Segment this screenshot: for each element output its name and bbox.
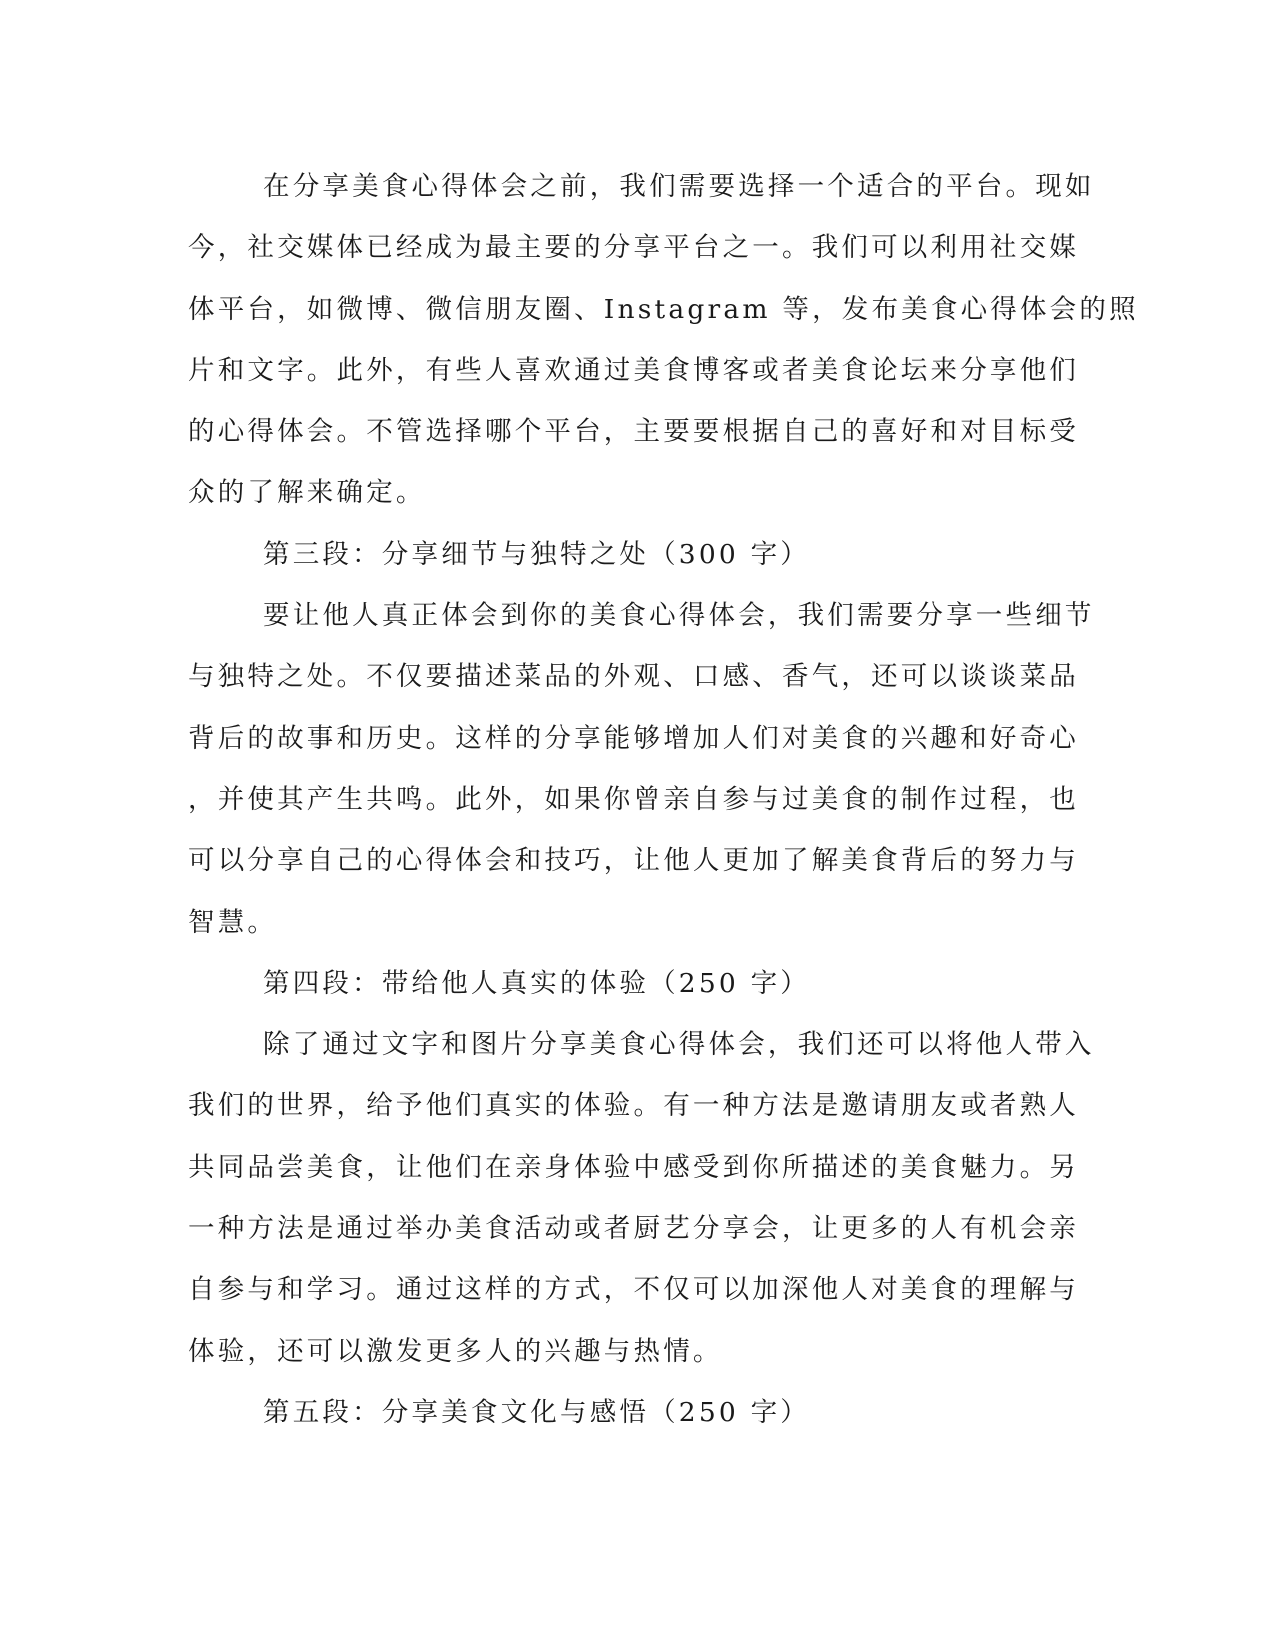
paragraph-line: 我们的世界，给予他们真实的体验。有一种方法是邀请朋友或者熟人	[188, 1090, 1079, 1122]
paragraph-details	[188, 585, 1095, 953]
paragraph-platform	[188, 156, 1139, 524]
paragraph-line: 体平台，如微博、微信朋友圈、Instagram 等，发布美食心得体会的照	[188, 293, 1139, 325]
paragraph-line: 今，社交媒体已经成为最主要的分享平台之一。我们可以利用社交媒	[188, 232, 1079, 264]
paragraph-line: 众的了解来确定。	[188, 477, 426, 509]
paragraph-line: 一种方法是通过举办美食活动或者厨艺分享会，让更多的人有机会亲	[188, 1213, 1079, 1245]
paragraph-line: 要让他人真正体会到你的美食心得体会，我们需要分享一些细节	[263, 600, 1095, 632]
paragraph-line: ，并使其产生共鸣。此外，如果你曾亲自参与过美食的制作过程，也	[188, 783, 1079, 815]
document-body	[188, 156, 1139, 1443]
paragraph-line: 可以分享自己的心得体会和技巧，让他人更加了解美食背后的努力与	[188, 845, 1079, 877]
paragraph-line: 与独特之处。不仅要描述菜品的外观、口感、香气，还可以谈谈菜品	[188, 661, 1079, 693]
paragraph-line: 体验，还可以激发更多人的兴趣与热情。	[188, 1335, 723, 1367]
paragraph-line: 背后的故事和历史。这样的分享能够增加人们对美食的兴趣和好奇心	[188, 722, 1079, 754]
paragraph-line: 自参与和学习。通过这样的方式，不仅可以加深他人对美食的理解与	[188, 1274, 1079, 1306]
paragraph-line: 的心得体会。不管选择哪个平台，主要要根据自己的喜好和对目标受	[188, 416, 1079, 448]
paragraph-line: 共同品尝美食，让他们在亲身体验中感受到你所描述的美食魅力。另	[188, 1151, 1079, 1183]
paragraph-line: 片和文字。此外，有些人喜欢通过美食博客或者美食论坛来分享他们	[188, 354, 1079, 386]
paragraph-experience	[188, 1014, 1095, 1382]
section-heading-5: 第五段：分享美食文化与感悟（250 字）	[263, 1396, 811, 1428]
section-heading-3: 第三段：分享细节与独特之处（300 字）	[263, 538, 811, 570]
section-heading-4: 第四段：带给他人真实的体验（250 字）	[263, 967, 811, 999]
paragraph-line: 智慧。	[188, 906, 278, 938]
paragraph-line: 在分享美食心得体会之前，我们需要选择一个适合的平台。现如	[263, 171, 1095, 202]
paragraph-line: 除了通过文字和图片分享美食心得体会，我们还可以将他人带入	[263, 1029, 1095, 1061]
